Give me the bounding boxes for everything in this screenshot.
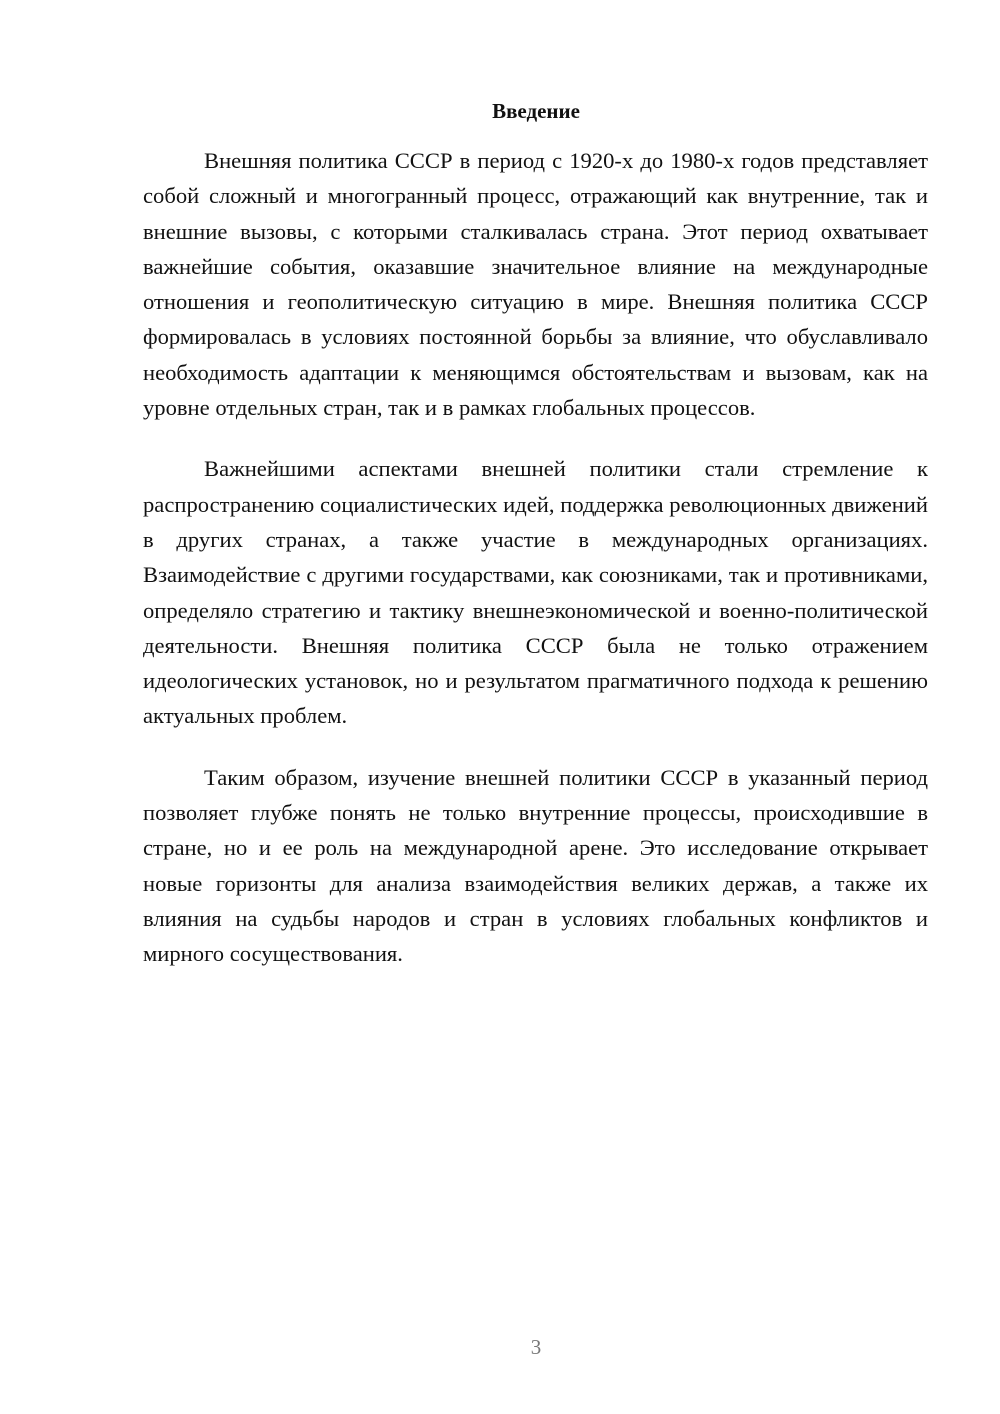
page-number: 3 xyxy=(530,1335,542,1359)
section-heading: Введение xyxy=(492,99,580,123)
body-text xyxy=(143,143,928,998)
paragraph-3: Таким образом, изучение внешней политики СССР в указанный период позволяет глубже понять не только внутренние процессы, происходившие в стране, но и ее роль на международной арене. Это исследование открывает новые горизонты для анализа взаимодействия великих держав, а также их влияния на судьбы народов и стран в условиях глобальных конфликтов и мирного сосуществования. xyxy=(143,764,928,967)
paragraph-2: Важнейшими аспектами внешней политики стали стремление к распространению социалистических идей, поддержка революционных движений в других странах, а также участие в международных организациях. Взаимодействие с другими государствами, как союзниками, так и противниками, определяло стратегию и тактику внешнеэкономической и военно-политической деятельности. Внешняя политика СССР была не только отражением идеологических установок, но и результатом прагматичного подхода к решению актуальных проблем. xyxy=(143,456,928,729)
paragraph-1: Внешняя политика СССР в период с 1920-х до 1980-х годов представляет собой сложный и многогранный процесс, отражающий как внутренние, так и внешние вызовы, с которыми сталкивалась страна. Этот период охватывает важнейшие события, оказавшие значительное влияние на международные отношения и геополитическую ситуацию в мире. Внешняя политика СССР формировалась в условиях постоянной борьбы за влияние, что обуславливало необходимость адаптации к меняющимся обстоятельствам и вызовам, как на уровне отдельных стран, так и в рамках глобальных процессов. xyxy=(143,148,928,421)
